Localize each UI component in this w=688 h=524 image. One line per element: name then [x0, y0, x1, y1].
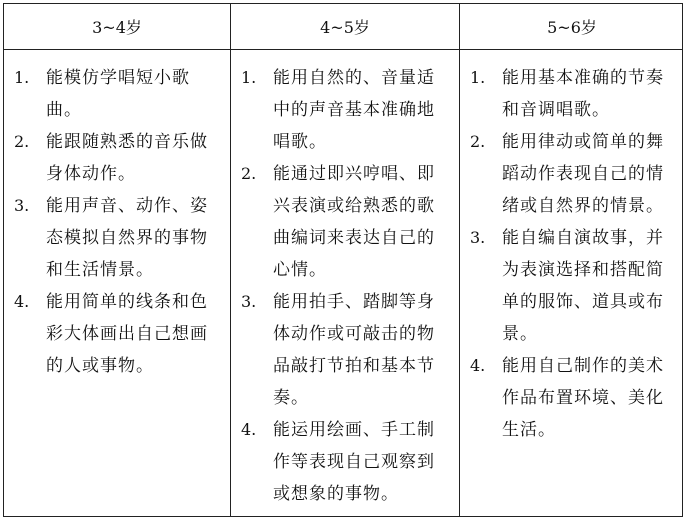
item-text: 能自编自演故事，并 为表演选择和搭配简 单的服饰、道具或布 景。	[502, 228, 664, 344]
item-number: 3.	[470, 228, 486, 247]
item-text: 能通过即兴哼唱、即 兴表演或给熟悉的歌 曲编词来表达自己的 心情。	[273, 164, 435, 280]
item-text: 能用声音、动作、姿 态模拟自然界的事物 和生活情景。	[46, 196, 208, 280]
item-number: 4.	[241, 420, 257, 439]
item-number: 3.	[241, 292, 257, 311]
item-number: 4.	[470, 356, 486, 375]
list-item	[470, 222, 674, 350]
header-age-5-6: 5~6岁	[547, 18, 597, 37]
item-text: 能运用绘画、手工制 作等表现自己观察到 或想象的事物。	[273, 420, 435, 504]
item-text: 能用自己制作的美术 作品布置环境、美化 生活。	[502, 356, 664, 440]
item-number: 2.	[14, 132, 30, 151]
item-text: 能用简单的线条和色 彩大体画出自己想画 的人或事物。	[46, 292, 208, 376]
list-item	[470, 350, 674, 446]
list-item	[14, 286, 220, 382]
item-number: 4.	[14, 292, 30, 311]
item-number: 2.	[470, 132, 486, 151]
column-age-3-4	[4, 50, 231, 517]
item-text: 能用拍手、踏脚等身 体动作或可敲击的物 品敲打节拍和基本节 奏。	[273, 292, 435, 408]
item-number: 1.	[470, 68, 486, 87]
list-item	[241, 158, 449, 286]
item-number: 3.	[14, 196, 30, 215]
list-item	[14, 62, 220, 126]
header-age-4-5: 4~5岁	[231, 4, 460, 49]
item-text: 能用基本准确的节奏 和音调唱歌。	[502, 68, 664, 120]
list-item	[470, 126, 674, 222]
item-number: 1.	[14, 68, 30, 87]
list-item	[241, 62, 449, 158]
age-table	[3, 3, 683, 517]
header-age-3-4: 3~4岁	[4, 4, 231, 49]
item-text: 能用自然的、音量适 中的声音基本准确地 唱歌。	[273, 68, 435, 152]
list-item	[14, 190, 220, 286]
item-text: 能模仿学唱短小歌 曲。	[46, 68, 190, 120]
item-number: 2.	[241, 164, 257, 183]
column-age-4-5	[231, 50, 460, 517]
list-item	[241, 286, 449, 414]
table-header	[4, 4, 682, 50]
item-text: 能用律动或简单的舞 蹈动作表现自己的情 绪或自然界的情景。	[502, 132, 664, 216]
table-body	[4, 50, 682, 517]
item-text: 能跟随熟悉的音乐做 身体动作。	[46, 132, 208, 184]
list-item	[241, 414, 449, 510]
item-number: 1.	[241, 68, 257, 87]
column-age-5-6	[460, 50, 684, 517]
list-item	[14, 126, 220, 190]
list-item	[470, 62, 674, 126]
